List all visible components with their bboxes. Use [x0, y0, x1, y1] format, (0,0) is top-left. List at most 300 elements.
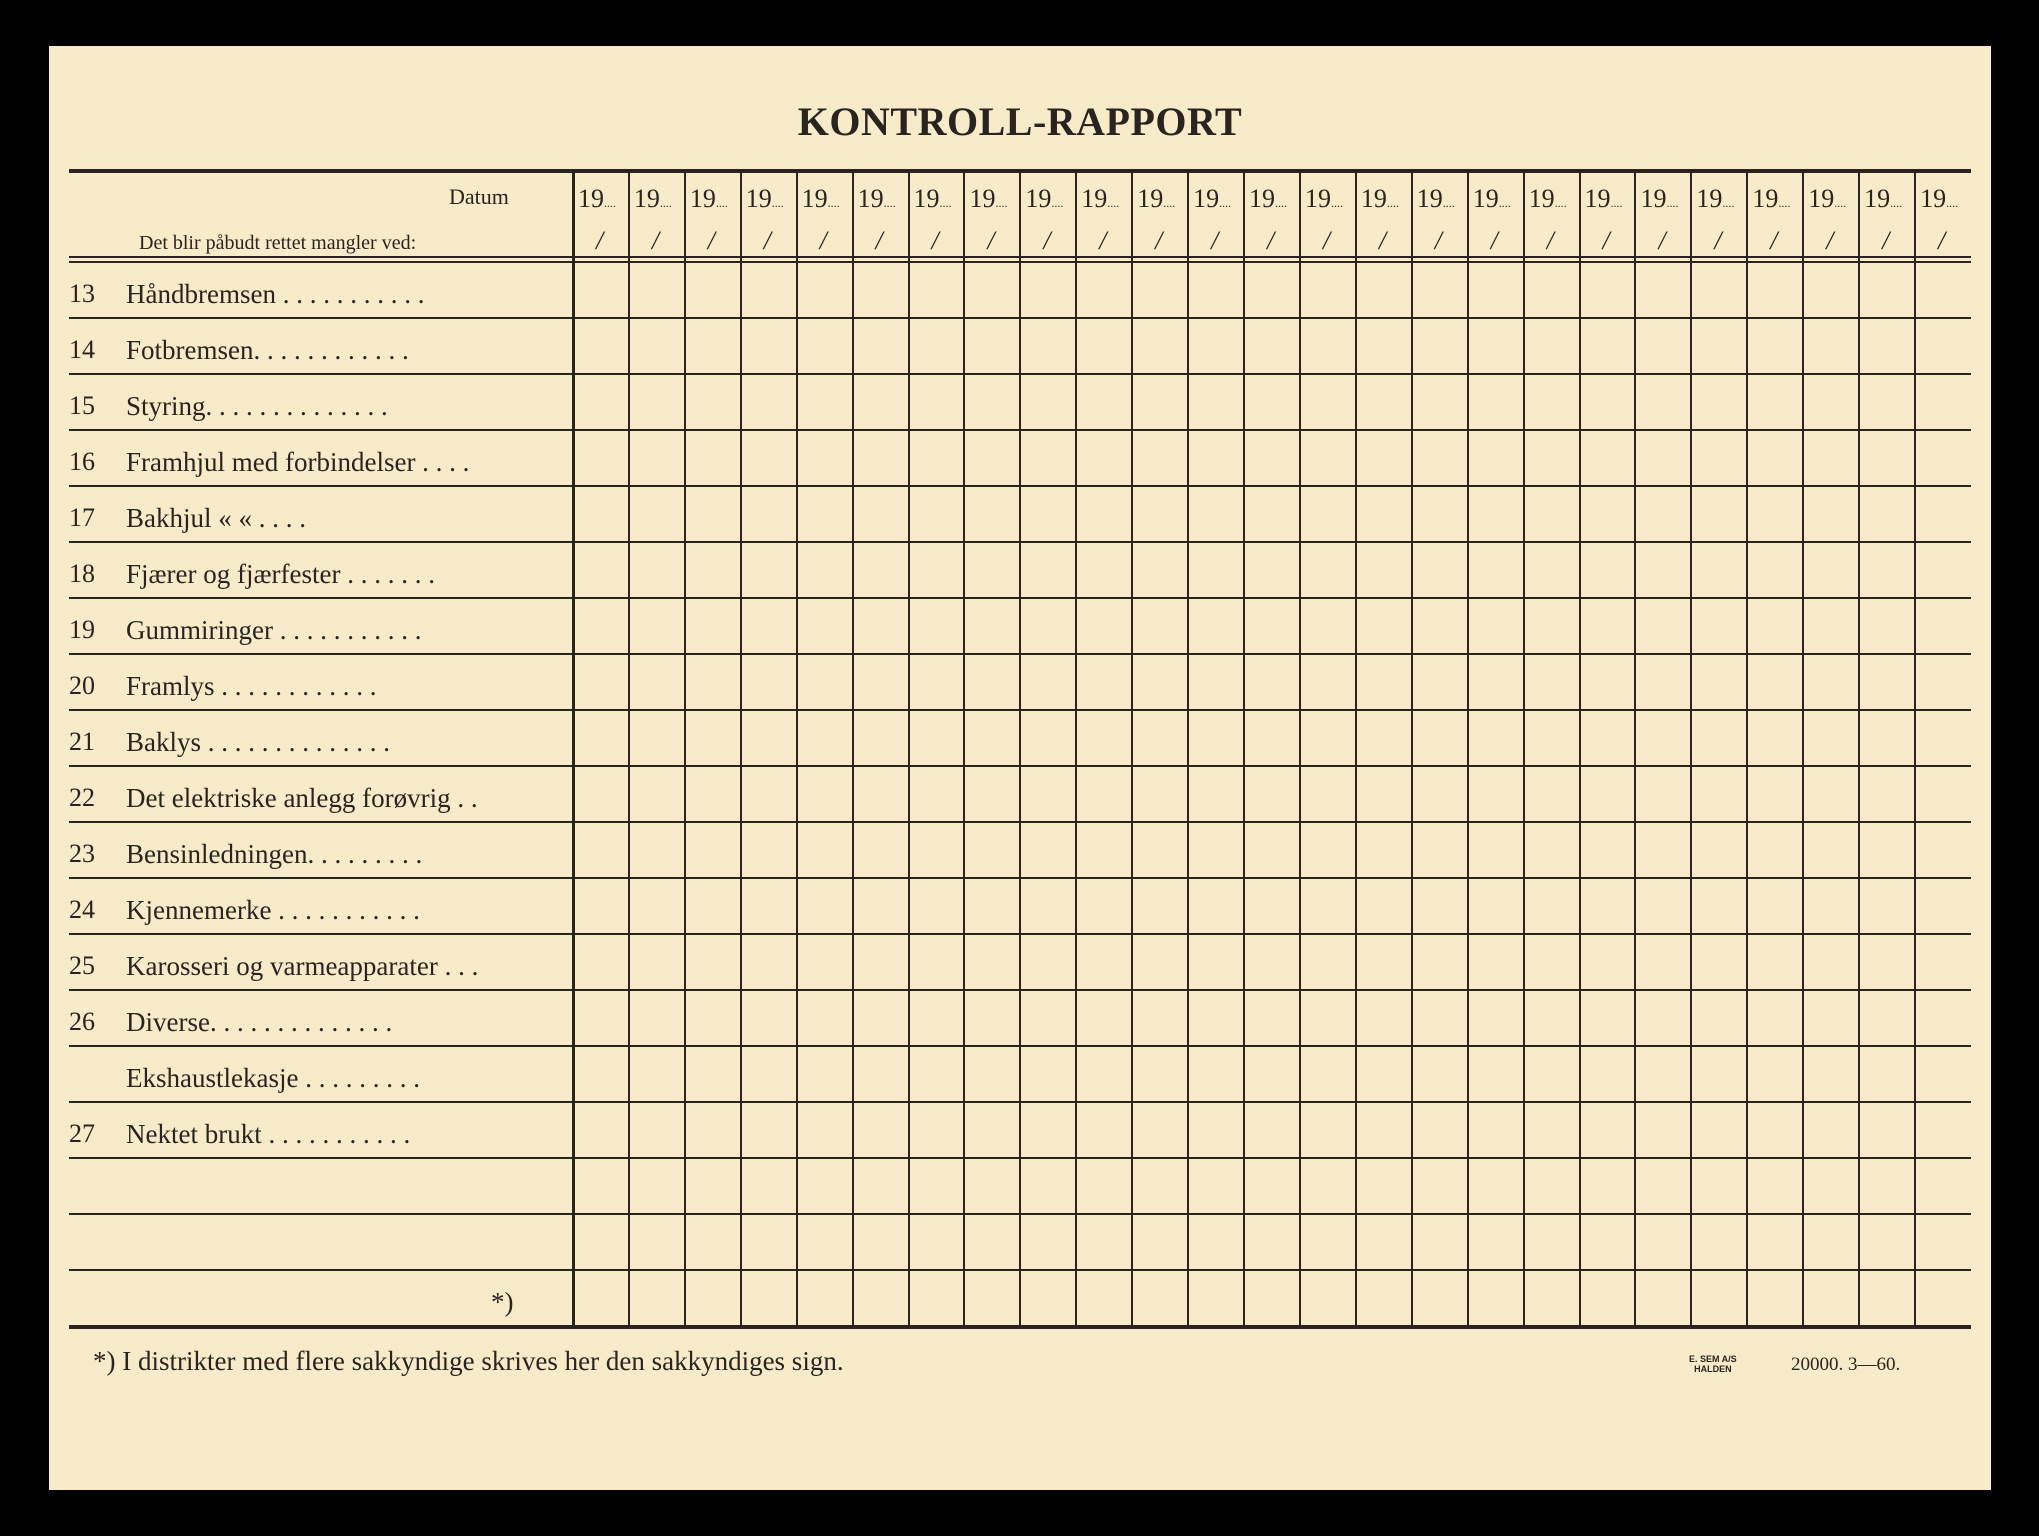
entry-cell[interactable]: [631, 991, 683, 1043]
entry-cell[interactable]: [799, 655, 851, 707]
entry-cell[interactable]: [687, 823, 739, 875]
entry-cell[interactable]: [1805, 375, 1857, 427]
entry-cell[interactable]: [743, 599, 795, 651]
entry-cell[interactable]: [1582, 1215, 1634, 1267]
entry-cell[interactable]: [1246, 711, 1298, 763]
entry-cell[interactable]: [1190, 1159, 1242, 1211]
entry-cell[interactable]: [1582, 599, 1634, 651]
entry-cell[interactable]: [1861, 655, 1913, 707]
entry-cell[interactable]: [799, 991, 851, 1043]
entry-cell[interactable]: [799, 1159, 851, 1211]
entry-cell[interactable]: [1805, 1159, 1857, 1211]
entry-cell[interactable]: [1637, 599, 1689, 651]
entry-cell[interactable]: [1470, 879, 1522, 931]
entry-cell[interactable]: [966, 823, 1018, 875]
entry-cell[interactable]: [1637, 1103, 1689, 1155]
entry-cell[interactable]: [1302, 1103, 1354, 1155]
entry-cell[interactable]: [1693, 1047, 1745, 1099]
entry-cell[interactable]: [743, 543, 795, 595]
entry-cell[interactable]: [1917, 823, 1969, 875]
entry-cell[interactable]: [1917, 319, 1969, 371]
entry-cell[interactable]: [687, 319, 739, 371]
entry-cell[interactable]: [1302, 767, 1354, 819]
entry-cell[interactable]: [1805, 935, 1857, 987]
entry-cell[interactable]: [1414, 375, 1466, 427]
entry-cell[interactable]: [1917, 431, 1969, 483]
entry-cell[interactable]: [1302, 487, 1354, 539]
entry-cell[interactable]: [631, 543, 683, 595]
entry-cell[interactable]: [1749, 935, 1801, 987]
entry-cell[interactable]: [687, 487, 739, 539]
entry-cell[interactable]: [1358, 655, 1410, 707]
entry-cell[interactable]: [966, 487, 1018, 539]
entry-cell[interactable]: [1358, 711, 1410, 763]
entry-cell[interactable]: [1246, 1159, 1298, 1211]
entry-cell[interactable]: [911, 1103, 963, 1155]
entry-cell[interactable]: [855, 487, 907, 539]
entry-cell[interactable]: [1414, 487, 1466, 539]
entry-cell[interactable]: [1470, 655, 1522, 707]
entry-cell[interactable]: [1134, 1215, 1186, 1267]
entry-cell[interactable]: [1749, 319, 1801, 371]
entry-cell[interactable]: [1526, 767, 1578, 819]
entry-cell[interactable]: [799, 879, 851, 931]
entry-cell[interactable]: [743, 263, 795, 315]
entry-cell[interactable]: [575, 487, 627, 539]
entry-cell[interactable]: [1861, 1103, 1913, 1155]
entry-cell[interactable]: [1022, 991, 1074, 1043]
entry-cell[interactable]: [631, 1271, 683, 1323]
entry-cell[interactable]: [1302, 879, 1354, 931]
entry-cell[interactable]: [631, 823, 683, 875]
entry-cell[interactable]: [855, 879, 907, 931]
entry-cell[interactable]: [1470, 431, 1522, 483]
entry-cell[interactable]: [855, 1215, 907, 1267]
entry-cell[interactable]: [966, 1103, 1018, 1155]
entry-cell[interactable]: [1749, 1271, 1801, 1323]
entry-cell[interactable]: [799, 263, 851, 315]
entry-cell[interactable]: [911, 1159, 963, 1211]
entry-cell[interactable]: [1861, 879, 1913, 931]
entry-cell[interactable]: [687, 375, 739, 427]
entry-cell[interactable]: [1134, 1271, 1186, 1323]
entry-cell[interactable]: [1582, 319, 1634, 371]
entry-cell[interactable]: [1693, 1215, 1745, 1267]
entry-cell[interactable]: [1190, 1215, 1242, 1267]
entry-cell[interactable]: [1861, 935, 1913, 987]
entry-cell[interactable]: [631, 431, 683, 483]
entry-cell[interactable]: [743, 487, 795, 539]
entry-cell[interactable]: [1190, 879, 1242, 931]
entry-cell[interactable]: [1358, 767, 1410, 819]
entry-cell[interactable]: [1022, 319, 1074, 371]
entry-cell[interactable]: [1246, 431, 1298, 483]
entry-cell[interactable]: [1134, 1103, 1186, 1155]
entry-cell[interactable]: [1358, 935, 1410, 987]
entry-cell[interactable]: [631, 935, 683, 987]
entry-cell[interactable]: [1693, 319, 1745, 371]
entry-cell[interactable]: [1693, 991, 1745, 1043]
entry-cell[interactable]: [575, 711, 627, 763]
entry-cell[interactable]: [1078, 487, 1130, 539]
entry-cell[interactable]: [743, 711, 795, 763]
entry-cell[interactable]: [1526, 1103, 1578, 1155]
entry-cell[interactable]: [1637, 543, 1689, 595]
entry-cell[interactable]: [1078, 1103, 1130, 1155]
entry-cell[interactable]: [631, 767, 683, 819]
entry-cell[interactable]: [631, 1215, 683, 1267]
entry-cell[interactable]: [1246, 487, 1298, 539]
entry-cell[interactable]: [1582, 431, 1634, 483]
entry-cell[interactable]: [911, 935, 963, 987]
entry-cell[interactable]: [1078, 711, 1130, 763]
entry-cell[interactable]: [1022, 711, 1074, 763]
entry-cell[interactable]: [799, 599, 851, 651]
entry-cell[interactable]: [1693, 1271, 1745, 1323]
entry-cell[interactable]: [1470, 711, 1522, 763]
entry-cell[interactable]: [1470, 767, 1522, 819]
entry-cell[interactable]: [1190, 991, 1242, 1043]
entry-cell[interactable]: [1302, 543, 1354, 595]
entry-cell[interactable]: [911, 375, 963, 427]
entry-cell[interactable]: [1917, 1103, 1969, 1155]
entry-cell[interactable]: [966, 263, 1018, 315]
entry-cell[interactable]: [855, 431, 907, 483]
entry-cell[interactable]: [1861, 487, 1913, 539]
entry-cell[interactable]: [1526, 991, 1578, 1043]
entry-cell[interactable]: [1078, 991, 1130, 1043]
entry-cell[interactable]: [743, 879, 795, 931]
entry-cell[interactable]: [1917, 655, 1969, 707]
entry-cell[interactable]: [575, 375, 627, 427]
entry-cell[interactable]: [1358, 1159, 1410, 1211]
entry-cell[interactable]: [1134, 431, 1186, 483]
entry-cell[interactable]: [575, 319, 627, 371]
entry-cell[interactable]: [1637, 319, 1689, 371]
entry-cell[interactable]: [1414, 711, 1466, 763]
entry-cell[interactable]: [575, 991, 627, 1043]
entry-cell[interactable]: [1470, 1047, 1522, 1099]
entry-cell[interactable]: [1917, 543, 1969, 595]
entry-cell[interactable]: [743, 823, 795, 875]
entry-cell[interactable]: [1749, 487, 1801, 539]
entry-cell[interactable]: [1302, 263, 1354, 315]
entry-cell[interactable]: [687, 599, 739, 651]
entry-cell[interactable]: [575, 935, 627, 987]
entry-cell[interactable]: [743, 1271, 795, 1323]
entry-cell[interactable]: [1358, 543, 1410, 595]
entry-cell[interactable]: [855, 711, 907, 763]
entry-cell[interactable]: [1470, 1103, 1522, 1155]
entry-cell[interactable]: [1078, 431, 1130, 483]
entry-cell[interactable]: [1190, 655, 1242, 707]
entry-cell[interactable]: [966, 1047, 1018, 1099]
entry-cell[interactable]: [687, 1215, 739, 1267]
entry-cell[interactable]: [1022, 823, 1074, 875]
entry-cell[interactable]: [799, 431, 851, 483]
entry-cell[interactable]: [631, 599, 683, 651]
entry-cell[interactable]: [743, 1159, 795, 1211]
entry-cell[interactable]: [687, 935, 739, 987]
entry-cell[interactable]: [1302, 655, 1354, 707]
entry-cell[interactable]: [1414, 263, 1466, 315]
entry-cell[interactable]: [855, 655, 907, 707]
entry-cell[interactable]: [1861, 1047, 1913, 1099]
entry-cell[interactable]: [1358, 1215, 1410, 1267]
entry-cell[interactable]: [1917, 1047, 1969, 1099]
entry-cell[interactable]: [1637, 263, 1689, 315]
entry-cell[interactable]: [1749, 263, 1801, 315]
entry-cell[interactable]: [1637, 1215, 1689, 1267]
entry-cell[interactable]: [1190, 487, 1242, 539]
entry-cell[interactable]: [1526, 1271, 1578, 1323]
entry-cell[interactable]: [631, 1103, 683, 1155]
entry-cell[interactable]: [687, 543, 739, 595]
entry-cell[interactable]: [1693, 655, 1745, 707]
entry-cell[interactable]: [687, 1159, 739, 1211]
entry-cell[interactable]: [966, 935, 1018, 987]
entry-cell[interactable]: [575, 1047, 627, 1099]
entry-cell[interactable]: [966, 1271, 1018, 1323]
entry-cell[interactable]: [1917, 1215, 1969, 1267]
entry-cell[interactable]: [1414, 1047, 1466, 1099]
entry-cell[interactable]: [1917, 767, 1969, 819]
entry-cell[interactable]: [966, 991, 1018, 1043]
entry-cell[interactable]: [1022, 431, 1074, 483]
entry-cell[interactable]: [1414, 1159, 1466, 1211]
entry-cell[interactable]: [799, 487, 851, 539]
entry-cell[interactable]: [1134, 823, 1186, 875]
entry-cell[interactable]: [1022, 599, 1074, 651]
entry-cell[interactable]: [1022, 487, 1074, 539]
entry-cell[interactable]: [1078, 263, 1130, 315]
entry-cell[interactable]: [1022, 1159, 1074, 1211]
entry-cell[interactable]: [1582, 991, 1634, 1043]
entry-cell[interactable]: [1917, 1159, 1969, 1211]
entry-cell[interactable]: [1190, 767, 1242, 819]
entry-cell[interactable]: [1302, 431, 1354, 483]
entry-cell[interactable]: [1022, 1215, 1074, 1267]
entry-cell[interactable]: [799, 1215, 851, 1267]
entry-cell[interactable]: [1414, 431, 1466, 483]
entry-cell[interactable]: [1526, 935, 1578, 987]
entry-cell[interactable]: [1749, 991, 1801, 1043]
entry-cell[interactable]: [1134, 991, 1186, 1043]
entry-cell[interactable]: [855, 319, 907, 371]
entry-cell[interactable]: [1190, 319, 1242, 371]
entry-cell[interactable]: [1302, 319, 1354, 371]
entry-cell[interactable]: [1414, 935, 1466, 987]
entry-cell[interactable]: [966, 319, 1018, 371]
entry-cell[interactable]: [1917, 935, 1969, 987]
entry-cell[interactable]: [966, 711, 1018, 763]
entry-cell[interactable]: [1078, 375, 1130, 427]
entry-cell[interactable]: [911, 1047, 963, 1099]
entry-cell[interactable]: [1246, 991, 1298, 1043]
entry-cell[interactable]: [1861, 767, 1913, 819]
entry-cell[interactable]: [966, 1159, 1018, 1211]
entry-cell[interactable]: [1078, 935, 1130, 987]
entry-cell[interactable]: [743, 991, 795, 1043]
entry-cell[interactable]: [1022, 1271, 1074, 1323]
entry-cell[interactable]: [1414, 655, 1466, 707]
entry-cell[interactable]: [1917, 991, 1969, 1043]
entry-cell[interactable]: [1302, 1215, 1354, 1267]
entry-cell[interactable]: [1637, 431, 1689, 483]
entry-cell[interactable]: [1414, 543, 1466, 595]
entry-cell[interactable]: [855, 375, 907, 427]
entry-cell[interactable]: [1526, 655, 1578, 707]
entry-cell[interactable]: [1637, 935, 1689, 987]
entry-cell[interactable]: [1805, 431, 1857, 483]
entry-cell[interactable]: [1470, 823, 1522, 875]
entry-cell[interactable]: [575, 1271, 627, 1323]
entry-cell[interactable]: [1693, 767, 1745, 819]
entry-cell[interactable]: [1861, 1215, 1913, 1267]
entry-cell[interactable]: [799, 375, 851, 427]
entry-cell[interactable]: [1526, 431, 1578, 483]
entry-cell[interactable]: [1022, 1103, 1074, 1155]
entry-cell[interactable]: [1190, 431, 1242, 483]
entry-cell[interactable]: [575, 767, 627, 819]
entry-cell[interactable]: [687, 1103, 739, 1155]
entry-cell[interactable]: [1246, 823, 1298, 875]
entry-cell[interactable]: [855, 1047, 907, 1099]
entry-cell[interactable]: [1693, 935, 1745, 987]
entry-cell[interactable]: [1078, 543, 1130, 595]
entry-cell[interactable]: [1526, 599, 1578, 651]
entry-cell[interactable]: [743, 431, 795, 483]
entry-cell[interactable]: [1693, 879, 1745, 931]
entry-cell[interactable]: [1917, 879, 1969, 931]
entry-cell[interactable]: [687, 431, 739, 483]
entry-cell[interactable]: [1637, 1159, 1689, 1211]
entry-cell[interactable]: [1526, 1047, 1578, 1099]
entry-cell[interactable]: [855, 1271, 907, 1323]
entry-cell[interactable]: [966, 599, 1018, 651]
entry-cell[interactable]: [1861, 543, 1913, 595]
entry-cell[interactable]: [687, 711, 739, 763]
entry-cell[interactable]: [1470, 1215, 1522, 1267]
entry-cell[interactable]: [743, 1047, 795, 1099]
entry-cell[interactable]: [1805, 655, 1857, 707]
entry-cell[interactable]: [911, 319, 963, 371]
entry-cell[interactable]: [575, 1103, 627, 1155]
entry-cell[interactable]: [1805, 263, 1857, 315]
entry-cell[interactable]: [1526, 487, 1578, 539]
entry-cell[interactable]: [1749, 823, 1801, 875]
entry-cell[interactable]: [1637, 823, 1689, 875]
entry-cell[interactable]: [1078, 599, 1130, 651]
entry-cell[interactable]: [1749, 1159, 1801, 1211]
entry-cell[interactable]: [1246, 767, 1298, 819]
entry-cell[interactable]: [1805, 599, 1857, 651]
entry-cell[interactable]: [966, 543, 1018, 595]
entry-cell[interactable]: [575, 655, 627, 707]
entry-cell[interactable]: [1302, 1271, 1354, 1323]
entry-cell[interactable]: [1582, 711, 1634, 763]
entry-cell[interactable]: [1190, 543, 1242, 595]
entry-cell[interactable]: [1134, 879, 1186, 931]
entry-cell[interactable]: [1246, 375, 1298, 427]
entry-cell[interactable]: [1637, 711, 1689, 763]
entry-cell[interactable]: [799, 1103, 851, 1155]
entry-cell[interactable]: [855, 543, 907, 595]
entry-cell[interactable]: [1693, 711, 1745, 763]
entry-cell[interactable]: [1134, 655, 1186, 707]
entry-cell[interactable]: [799, 319, 851, 371]
entry-cell[interactable]: [575, 599, 627, 651]
entry-cell[interactable]: [1861, 711, 1913, 763]
entry-cell[interactable]: [1637, 655, 1689, 707]
entry-cell[interactable]: [1749, 599, 1801, 651]
entry-cell[interactable]: [855, 1159, 907, 1211]
entry-cell[interactable]: [855, 1103, 907, 1155]
entry-cell[interactable]: [1134, 711, 1186, 763]
entry-cell[interactable]: [1414, 1271, 1466, 1323]
entry-cell[interactable]: [1805, 991, 1857, 1043]
entry-cell[interactable]: [1358, 1047, 1410, 1099]
entry-cell[interactable]: [631, 655, 683, 707]
entry-cell[interactable]: [743, 1215, 795, 1267]
entry-cell[interactable]: [1134, 599, 1186, 651]
entry-cell[interactable]: [743, 375, 795, 427]
entry-cell[interactable]: [1861, 1271, 1913, 1323]
entry-cell[interactable]: [799, 1271, 851, 1323]
entry-cell[interactable]: [1805, 1215, 1857, 1267]
entry-cell[interactable]: [911, 1271, 963, 1323]
entry-cell[interactable]: [1022, 655, 1074, 707]
entry-cell[interactable]: [1526, 879, 1578, 931]
entry-cell[interactable]: [1414, 1215, 1466, 1267]
entry-cell[interactable]: [743, 319, 795, 371]
entry-cell[interactable]: [1582, 823, 1634, 875]
entry-cell[interactable]: [1022, 1047, 1074, 1099]
entry-cell[interactable]: [1302, 599, 1354, 651]
entry-cell[interactable]: [631, 879, 683, 931]
entry-cell[interactable]: [687, 767, 739, 819]
entry-cell[interactable]: [1582, 767, 1634, 819]
entry-cell[interactable]: [1134, 375, 1186, 427]
entry-cell[interactable]: [631, 487, 683, 539]
entry-cell[interactable]: [855, 599, 907, 651]
entry-cell[interactable]: [799, 935, 851, 987]
entry-cell[interactable]: [799, 711, 851, 763]
entry-cell[interactable]: [1078, 1215, 1130, 1267]
entry-cell[interactable]: [1302, 711, 1354, 763]
entry-cell[interactable]: [1861, 375, 1913, 427]
entry-cell[interactable]: [1470, 319, 1522, 371]
entry-cell[interactable]: [911, 991, 963, 1043]
entry-cell[interactable]: [1078, 1047, 1130, 1099]
entry-cell[interactable]: [1190, 711, 1242, 763]
entry-cell[interactable]: [911, 487, 963, 539]
entry-cell[interactable]: [1693, 431, 1745, 483]
entry-cell[interactable]: [1805, 487, 1857, 539]
entry-cell[interactable]: [1693, 599, 1745, 651]
entry-cell[interactable]: [855, 767, 907, 819]
entry-cell[interactable]: [1749, 1047, 1801, 1099]
entry-cell[interactable]: [1917, 263, 1969, 315]
entry-cell[interactable]: [1022, 767, 1074, 819]
entry-cell[interactable]: [631, 1159, 683, 1211]
entry-cell[interactable]: [1693, 1159, 1745, 1211]
entry-cell[interactable]: [1358, 1271, 1410, 1323]
entry-cell[interactable]: [1414, 1103, 1466, 1155]
entry-cell[interactable]: [1805, 1047, 1857, 1099]
entry-cell[interactable]: [1693, 375, 1745, 427]
entry-cell[interactable]: [1358, 487, 1410, 539]
